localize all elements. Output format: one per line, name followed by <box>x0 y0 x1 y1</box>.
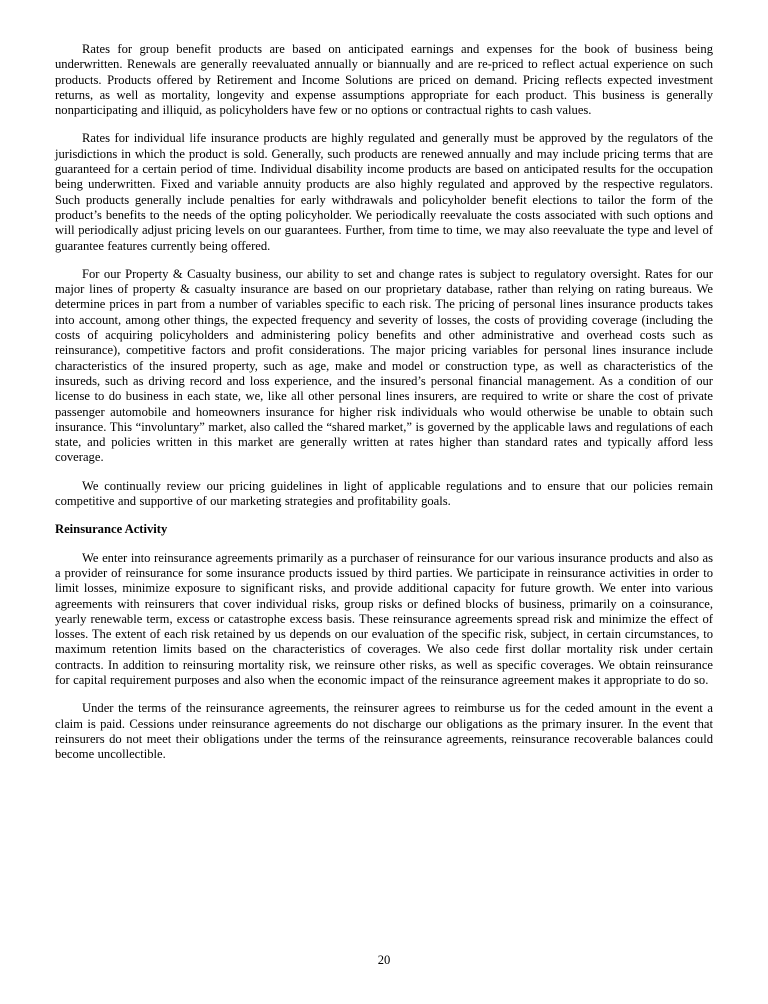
paragraph-individual-life-rates: Rates for individual life insurance products are highly regulated and generally must be approved by the regulators of the jurisdictions in which the product is sold. Generally, such products are renewed annually and may include pricing terms that are guaranteed for a certain period of time. Individual disability income products are based on anticipated results for the occupation being underwritten. Fixed and variable annuity products are also highly regulated and approved by the respective regulators. Such products generally include penalties for early withdrawals and policyholder benefit elections to tailor the form of the product’s benefits to the needs of the opting policyholder. We periodically reevaluate the costs associated with such options and will periodically adjust pricing levels on our guarantees. Further, from time to time, we may also reevaluate the type and level of guarantee features currently being offered. <box>55 131 713 253</box>
section-heading-reinsurance-activity: Reinsurance Activity <box>55 522 168 537</box>
paragraph-reinsurance-terms: Under the terms of the reinsurance agreements, the reinsurer agrees to reimburse us for the ceded amount in the event a claim is paid. Cessions under reinsurance agreements do not discharge our obligations as the primary insurer. In the event that reinsurers do not meet their obligations under the terms of the reinsurance agreements, reinsurance recoverable balances could become uncollectible. <box>55 701 713 762</box>
paragraph-reinsurance-agreements: We enter into reinsurance agreements primarily as a purchaser of reinsurance for our various insurance products and also as a provider of reinsurance for some insurance products issued by third parties. We participate in reinsurance activities in order to limit losses, minimize exposure to significant risks, and provide additional capacity for future growth. We enter into various agreements with reinsurers that cover individual risks, group risks or defined blocks of business, primarily on a coinsurance, yearly renewable term, excess or catastrophe excess basis. These reinsurance agreements spread risk and minimize the effect of losses. The extent of each risk retained by us depends on our evaluation of the specific risk, subject, in certain circumstances, to maximum retention limits based on the characteristics of coverages. We also cede first dollar mortality risk under certain contracts. In addition to reinsuring mortality risk, we reinsure other risks, as well as specific coverages. We obtain reinsurance for capital requirement purposes and also when the economic impact of the reinsurance agreement makes it appropriate to do so. <box>55 550 713 687</box>
paragraph-property-casualty-rates: For our Property & Casualty business, our ability to set and change rates is subject to regulatory oversight. Rates for our major lines of property & casualty insurance are based on our proprietary database, rather than relying on rating bureaus. We determine prices in part from a number of variables specific to each risk. The pricing of personal lines insurance products takes into account, among other things, the expected frequency and severity of losses, the costs of providing coverage (including the costs of acquiring policyholders and administering policy benefits and other administrative and overhead costs such as reinsurance), competitive factors and profit considerations. The major pricing variables for personal lines insurance include characteristics of the insured property, such as age, make and model or construction type, as well as characteristics of the insureds, such as driving record and loss experience, and the insured’s personal financial management. As a condition of our license to do business in each state, we, like all other personal lines insurers, are required to write or share the cost of private passenger automobile and homeowners insurance for higher risk individuals who would otherwise be unable to obtain such insurance. This “involuntary” market, also called the “shared market,” is governed by the applicable laws and regulations of each state, and policies written in this market are generally written at rates higher than standard rates and typically afford less coverage. <box>55 266 713 465</box>
page-number: 20 <box>377 952 391 967</box>
paragraph-pricing-guidelines-review: We continually review our pricing guidelines in light of applicable regulations and to ensure that our policies remain competitive and supportive of our marketing strategies and profitability goals. <box>55 478 713 509</box>
paragraph-group-benefit-rates: Rates for group benefit products are based on anticipated earnings and expenses for the book of business being underwritten. Renewals are generally reevaluated annually or biannually and are re-priced to reflect actual experience on such products. Products offered by Retirement and Income Solutions are priced on demand. Pricing reflects expected investment returns, as well as mortality, longevity and expense assumptions appropriate for each product. This business is generally nonparticipating and illiquid, as policyholders have few or no options or contractual rights to cash values. <box>55 42 713 118</box>
